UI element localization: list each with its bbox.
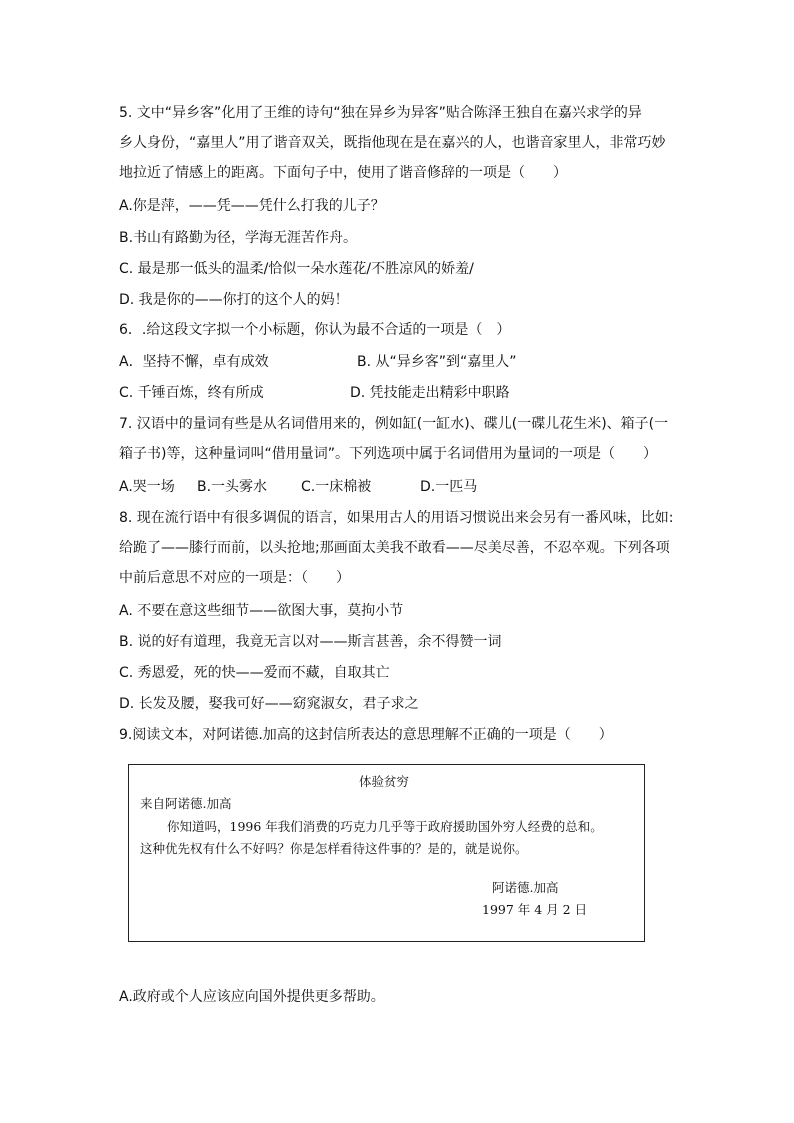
q6-stem: 6．.给这段文字拟一个小标题，你认为最不合适的一项是（ ） [119,322,511,338]
q5-stem-line-1: 5. 文中“异乡客”化用了王维的诗句“独在异乡为异客”贴合陈泽王独自在嘉兴求学的异 [119,105,642,121]
letter-date: 1997 年 4 月 2 日 [482,902,588,917]
q7-option-b: B.一头雾水 [197,479,268,495]
q8-option-b: B. 说的好有道理，我竟无言以对——斯言甚善，余不得赞一词 [119,634,502,650]
letter-signature: 阿诺德.加高 [492,880,559,895]
q7-option-c: C.一床棉被 [301,479,372,495]
q5-option-b: B.书山有路勤为径，学海无涯苦作舟。 [119,230,358,246]
q7-stem-line-1: 7. 汉语中的量词有些是从名词借用来的，例如缸(一缸水)、碟儿(一碟儿花生米)、箱子(一 [119,416,669,432]
q6-option-d: D. 凭技能走出精彩中职路 [350,385,510,401]
letter-box [128,764,645,942]
q5-stem-line-3: 地拉近了情感上的距离。下面句子中，使用了谐音修辞的一项是（ ） [119,165,567,181]
q9-stem: 9.阅读文本，对阿诺德.加高的这封信所表达的意思理解不正确的一项是（ ） [119,727,613,743]
q9-option-a: A.政府或个人应该应向国外提供更多帮助。 [119,989,385,1005]
q8-option-d: D. 长发及腰，娶我可好——窈窕淑女，君子求之 [119,696,419,712]
q6-option-c: C. 千锤百炼，终有所成 [119,385,264,401]
q8-stem-line-3: 中前后意思不对应的一项是：（ ） [119,570,350,586]
q5-option-a: A.你是萍，——凭——凭什么打我的儿子？ [119,198,385,214]
q8-stem-line-1: 8. 现在流行语中有很多调侃的语言，如果用古人的用语习惯说出来会另有一番风味，比如: [119,510,674,526]
q5-option-c: C. 最是那一低头的温柔/恰似一朵水莲花/不胜凉风的娇羞/ [119,261,474,277]
letter-body-line-2: 这种优先权有什么不好吗？你是怎样看待这件事的？是的，就是说你。 [140,841,528,856]
letter-from: 来自阿诺德.加高 [140,796,232,811]
q8-option-a: A. 不要在意这些细节——欲图大事，莫拘小节 [119,603,404,619]
q7-option-a: A.哭一场 [119,479,175,495]
q5-option-d: D. 我是你的——你打的这个人的妈！ [119,292,349,308]
q7-stem-line-2: 箱子书)等，这种量词叫“借用量词”。下列选项中属于名词借用为量词的一项是（ ） [119,446,657,462]
letter-title: 体验贫穷 [359,774,410,789]
letter-body-line-1: 你知道吗，1996 年我们消费的巧克力几乎等于政府援助国外穷人经费的总和。 [167,819,603,834]
q5-stem-line-2: 乡人身份，“嘉里人”用了谐音双关，既指他现在是在嘉兴的人，也谐音家里人，非常巧妙 [119,135,666,151]
q6-option-b: B. 从“异乡客”到“嘉里人” [357,354,517,370]
q6-option-a: A．坚持不懈，卓有成效 [119,354,269,370]
q7-option-d: D.一匹马 [420,479,478,495]
q8-stem-line-2: 给跪了——膝行而前，以头抢地;那画面太美我不敢看——尽美尽善，不忍卒观。下列各项 [119,540,670,556]
q8-option-c: C. 秀恩爱，死的快——爱而不藏，自取其亡 [119,665,390,681]
